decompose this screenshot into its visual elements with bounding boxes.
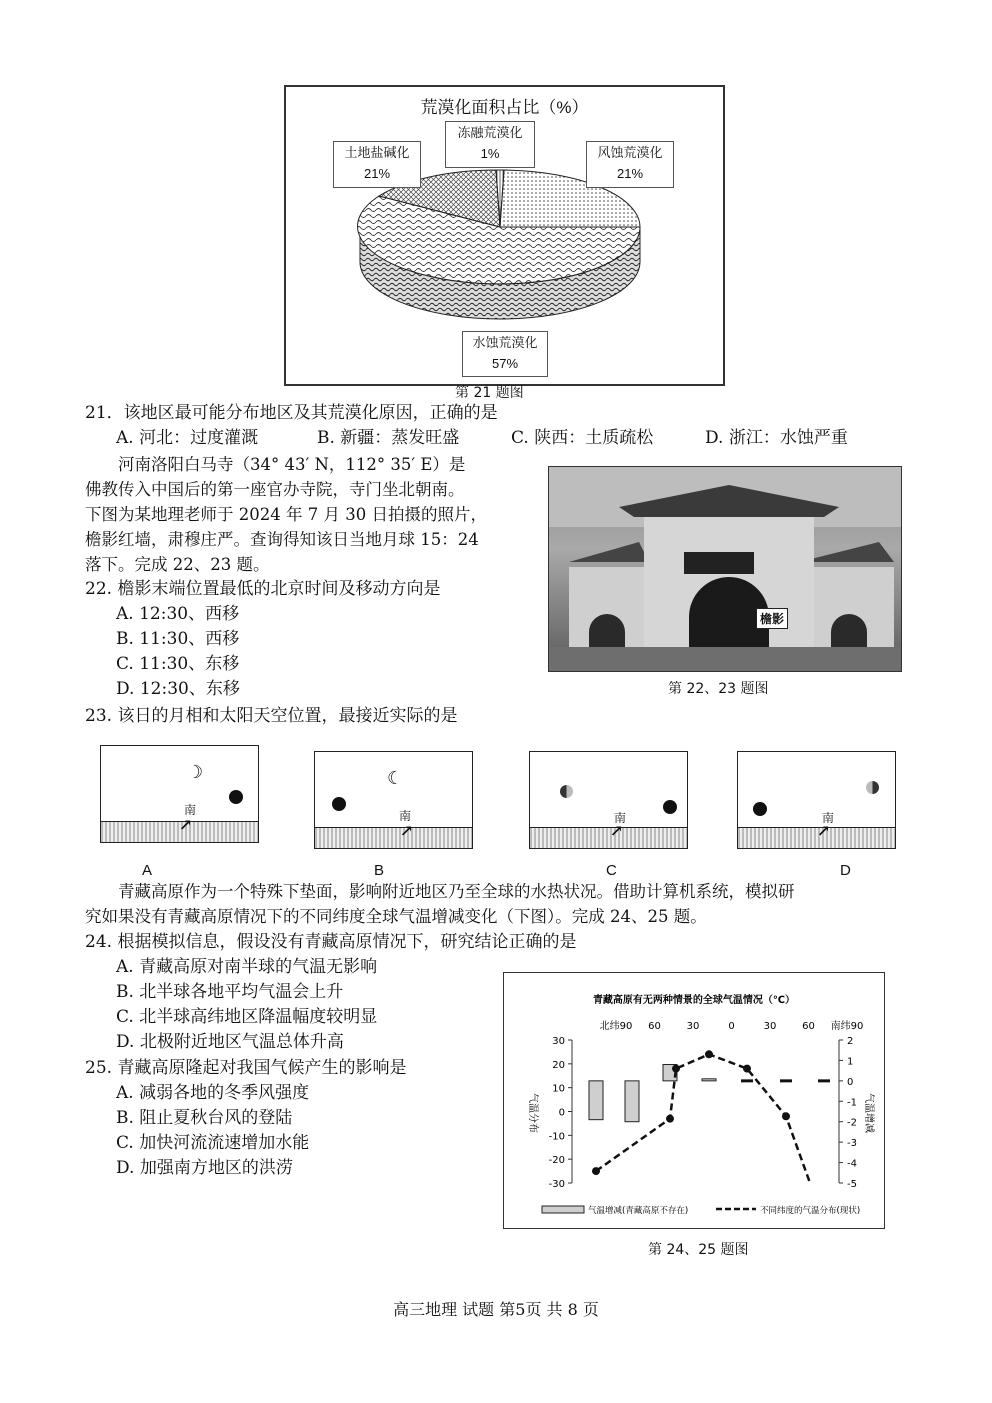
south-label: 南 [184,803,197,817]
passage-22-line-1: 河南洛阳白马寺（34° 43′ N，112° 35′ E）是 [118,455,466,474]
figure-21-caption: 第 21 题图 [455,385,524,401]
temp-distribution-point [782,1112,790,1120]
right-tick-label: 1 [847,1056,854,1068]
legend-line-label: 不同纬度的气温分布(现状) [760,1206,861,1216]
south-label: 南 [614,811,627,825]
observer-arrow-icon: ↗ [179,815,193,834]
temp-change-bar [780,1079,792,1082]
right-tick-label: 2 [847,1036,854,1047]
sun-icon [753,802,767,816]
q21-option-c[interactable]: C. 陕西：土质疏松 [511,428,654,448]
q24-option-d[interactable]: D. 北极附近地区气温总体升高 [116,1032,344,1052]
temp-distribution-point [743,1065,751,1073]
passage-24-line-1: 青藏高原作为一个特殊下垫面，影响附近地区乃至全球的水热状况。借助计算机系统，模拟研 [118,882,795,901]
temp-distribution-point [672,1065,680,1073]
q25-stem: 25. 青藏高原隆起对我国气候产生的影响是 [85,1058,407,1078]
left-tick-label: 20 [552,1059,565,1071]
observer-arrow-icon: ↗ [400,821,414,840]
temperature-chart [504,973,884,1228]
q25-option-d[interactable]: D. 加强南方地区的洪涝 [116,1158,293,1178]
lat-tick-label: 60 [802,1021,815,1032]
half-moon-icon [560,785,573,798]
figure-21-frame [284,85,725,386]
q22-option-a[interactable]: A. 12:30、西移 [116,604,240,624]
lat-tick-label: 30 [763,1021,777,1032]
crescent-moon-icon: ☽ [187,762,204,783]
q24-stem: 24. 根据模拟信息，假设没有青藏高原情况下，研究结论正确的是 [85,932,577,952]
eave-shadow-label: 檐影 [756,608,788,629]
chart-title: 青藏高原有无两种情景的全球气温情况（℃） [592,995,796,1006]
page-footer: 高三地理 试题 第5页 共 8 页 [393,1300,599,1319]
legend-bar-swatch [542,1206,584,1213]
q22-option-d[interactable]: D. 12:30、东移 [116,679,240,699]
temp-change-bar [702,1079,716,1081]
q23-sky-a[interactable] [100,745,259,843]
right-tick-label: 0 [847,1076,854,1088]
left-tick-label: -20 [548,1155,565,1167]
temple-photo [548,466,902,672]
legend-bar-label: 气温增减(青藏高原不存在) [588,1206,689,1216]
sun-icon [663,800,677,814]
lat-tick-label: 0 [728,1021,735,1032]
passage-22-line-4: 檐影红墙，肃穆庄严。查询得知该日当地月球 15：24 [85,530,479,549]
q21-option-d[interactable]: D. 浙江：水蚀严重 [705,428,848,448]
callout-freeze: 冻融荒漠化 1% [445,121,535,168]
q23-label-a[interactable]: A [142,862,153,879]
passage-22-line-3: 下图为某地理老师于 2024 年 7 月 30 日拍摄的照片， [85,505,487,524]
right-axis-label: 气温增减 [863,1093,874,1133]
q25-option-c[interactable]: C. 加快河流流速增加水能 [116,1133,310,1153]
q24-option-b[interactable]: B. 北半球各地平均气温会上升 [116,982,344,1002]
ground [315,827,472,848]
sun-icon [229,790,243,804]
q22-stem: 22. 檐影末端位置最低的北京时间及移动方向是 [85,579,441,599]
q23-label-b[interactable]: B [374,862,385,879]
q22-option-c[interactable]: C. 11:30、东移 [116,654,240,674]
lat-tick-label: 60 [648,1021,661,1032]
passage-22-line-5: 落下。完成 22、23 题。 [85,555,270,574]
figure-24-caption: 第 24、25 题图 [648,1242,749,1258]
left-tick-label: 30 [552,1036,565,1047]
temp-change-bar [589,1081,603,1120]
right-tick-label: -4 [847,1158,857,1170]
figure-24-frame [503,972,885,1229]
right-tick-label: -2 [847,1117,857,1129]
temple-gate-drawing [549,467,901,671]
observer-arrow-icon: ↗ [610,821,624,840]
sun-icon [332,797,346,811]
south-label: 南 [399,809,412,823]
q23-sky-b[interactable] [314,751,473,849]
south-label: 南 [822,811,835,825]
lat-tick-label: 南纬90 [830,1021,864,1032]
callout-saline: 土地盐碱化 21% [333,141,421,188]
figure-21-title: 荒漠化面积占比（%） [420,98,589,117]
left-tick-label: -10 [548,1131,565,1143]
half-moon-icon [866,781,879,794]
q21-option-a[interactable]: A. 河北：过度灌溉 [116,428,259,448]
q25-option-a[interactable]: A. 减弱各地的冬季风强度 [116,1083,310,1103]
ground [530,827,687,848]
q23-sky-d[interactable] [737,751,896,849]
q23-label-d[interactable]: D [840,862,851,879]
temp-change-bar [818,1079,830,1082]
q21-option-b[interactable]: B. 新疆：蒸发旺盛 [317,428,460,448]
right-tick-label: -1 [847,1097,857,1109]
passage-24-line-2: 究如果没有青藏高原情况下的不同纬度全球气温增减变化（下图）。完成 24、25 题。 [85,907,707,926]
q23-sky-c[interactable] [529,751,688,849]
temp-distribution-point [666,1115,674,1123]
temp-change-bar [625,1081,639,1122]
right-tick-label: -3 [847,1138,857,1150]
left-tick-label: 10 [552,1083,565,1095]
left-tick-label: 0 [558,1107,565,1119]
lat-tick-label: 北纬90 [599,1021,633,1032]
callout-wind: 风蚀荒漠化 21% [586,141,674,188]
temp-change-bar [741,1079,753,1082]
q23-label-c[interactable]: C [606,862,617,879]
passage-22-line-2: 佛教传入中国后的第一座官办寺院，寺门坐北朝南。 [85,480,465,499]
temp-distribution-point [705,1050,713,1058]
right-tick-label: -5 [847,1179,857,1190]
temp-distribution-point [592,1167,600,1175]
q21-stem: 21．该地区最可能分布地区及其荒漠化原因，正确的是 [85,403,498,423]
q22-option-b[interactable]: B. 11:30、西移 [116,629,240,649]
photo-caption: 第 22、23 题图 [668,681,769,697]
q24-option-a[interactable]: A. 青藏高原对南半球的气温无影响 [116,957,378,977]
q25-option-b[interactable]: B. 阻止夏秋台风的登陆 [116,1108,293,1128]
lat-tick-label: 30 [686,1021,700,1032]
callout-water: 水蚀荒漠化 57% [462,331,548,377]
crescent-moon-icon: ☾ [387,768,404,789]
observer-arrow-icon: ↗ [817,821,831,840]
left-axis-label: 气温分布 [527,1093,538,1133]
q23-stem: 23. 该日的月相和太阳天空位置，最接近实际的是 [85,706,458,726]
q24-option-c[interactable]: C. 北半球高纬地区降温幅度较明显 [116,1007,378,1027]
left-tick-label: -30 [548,1179,565,1190]
